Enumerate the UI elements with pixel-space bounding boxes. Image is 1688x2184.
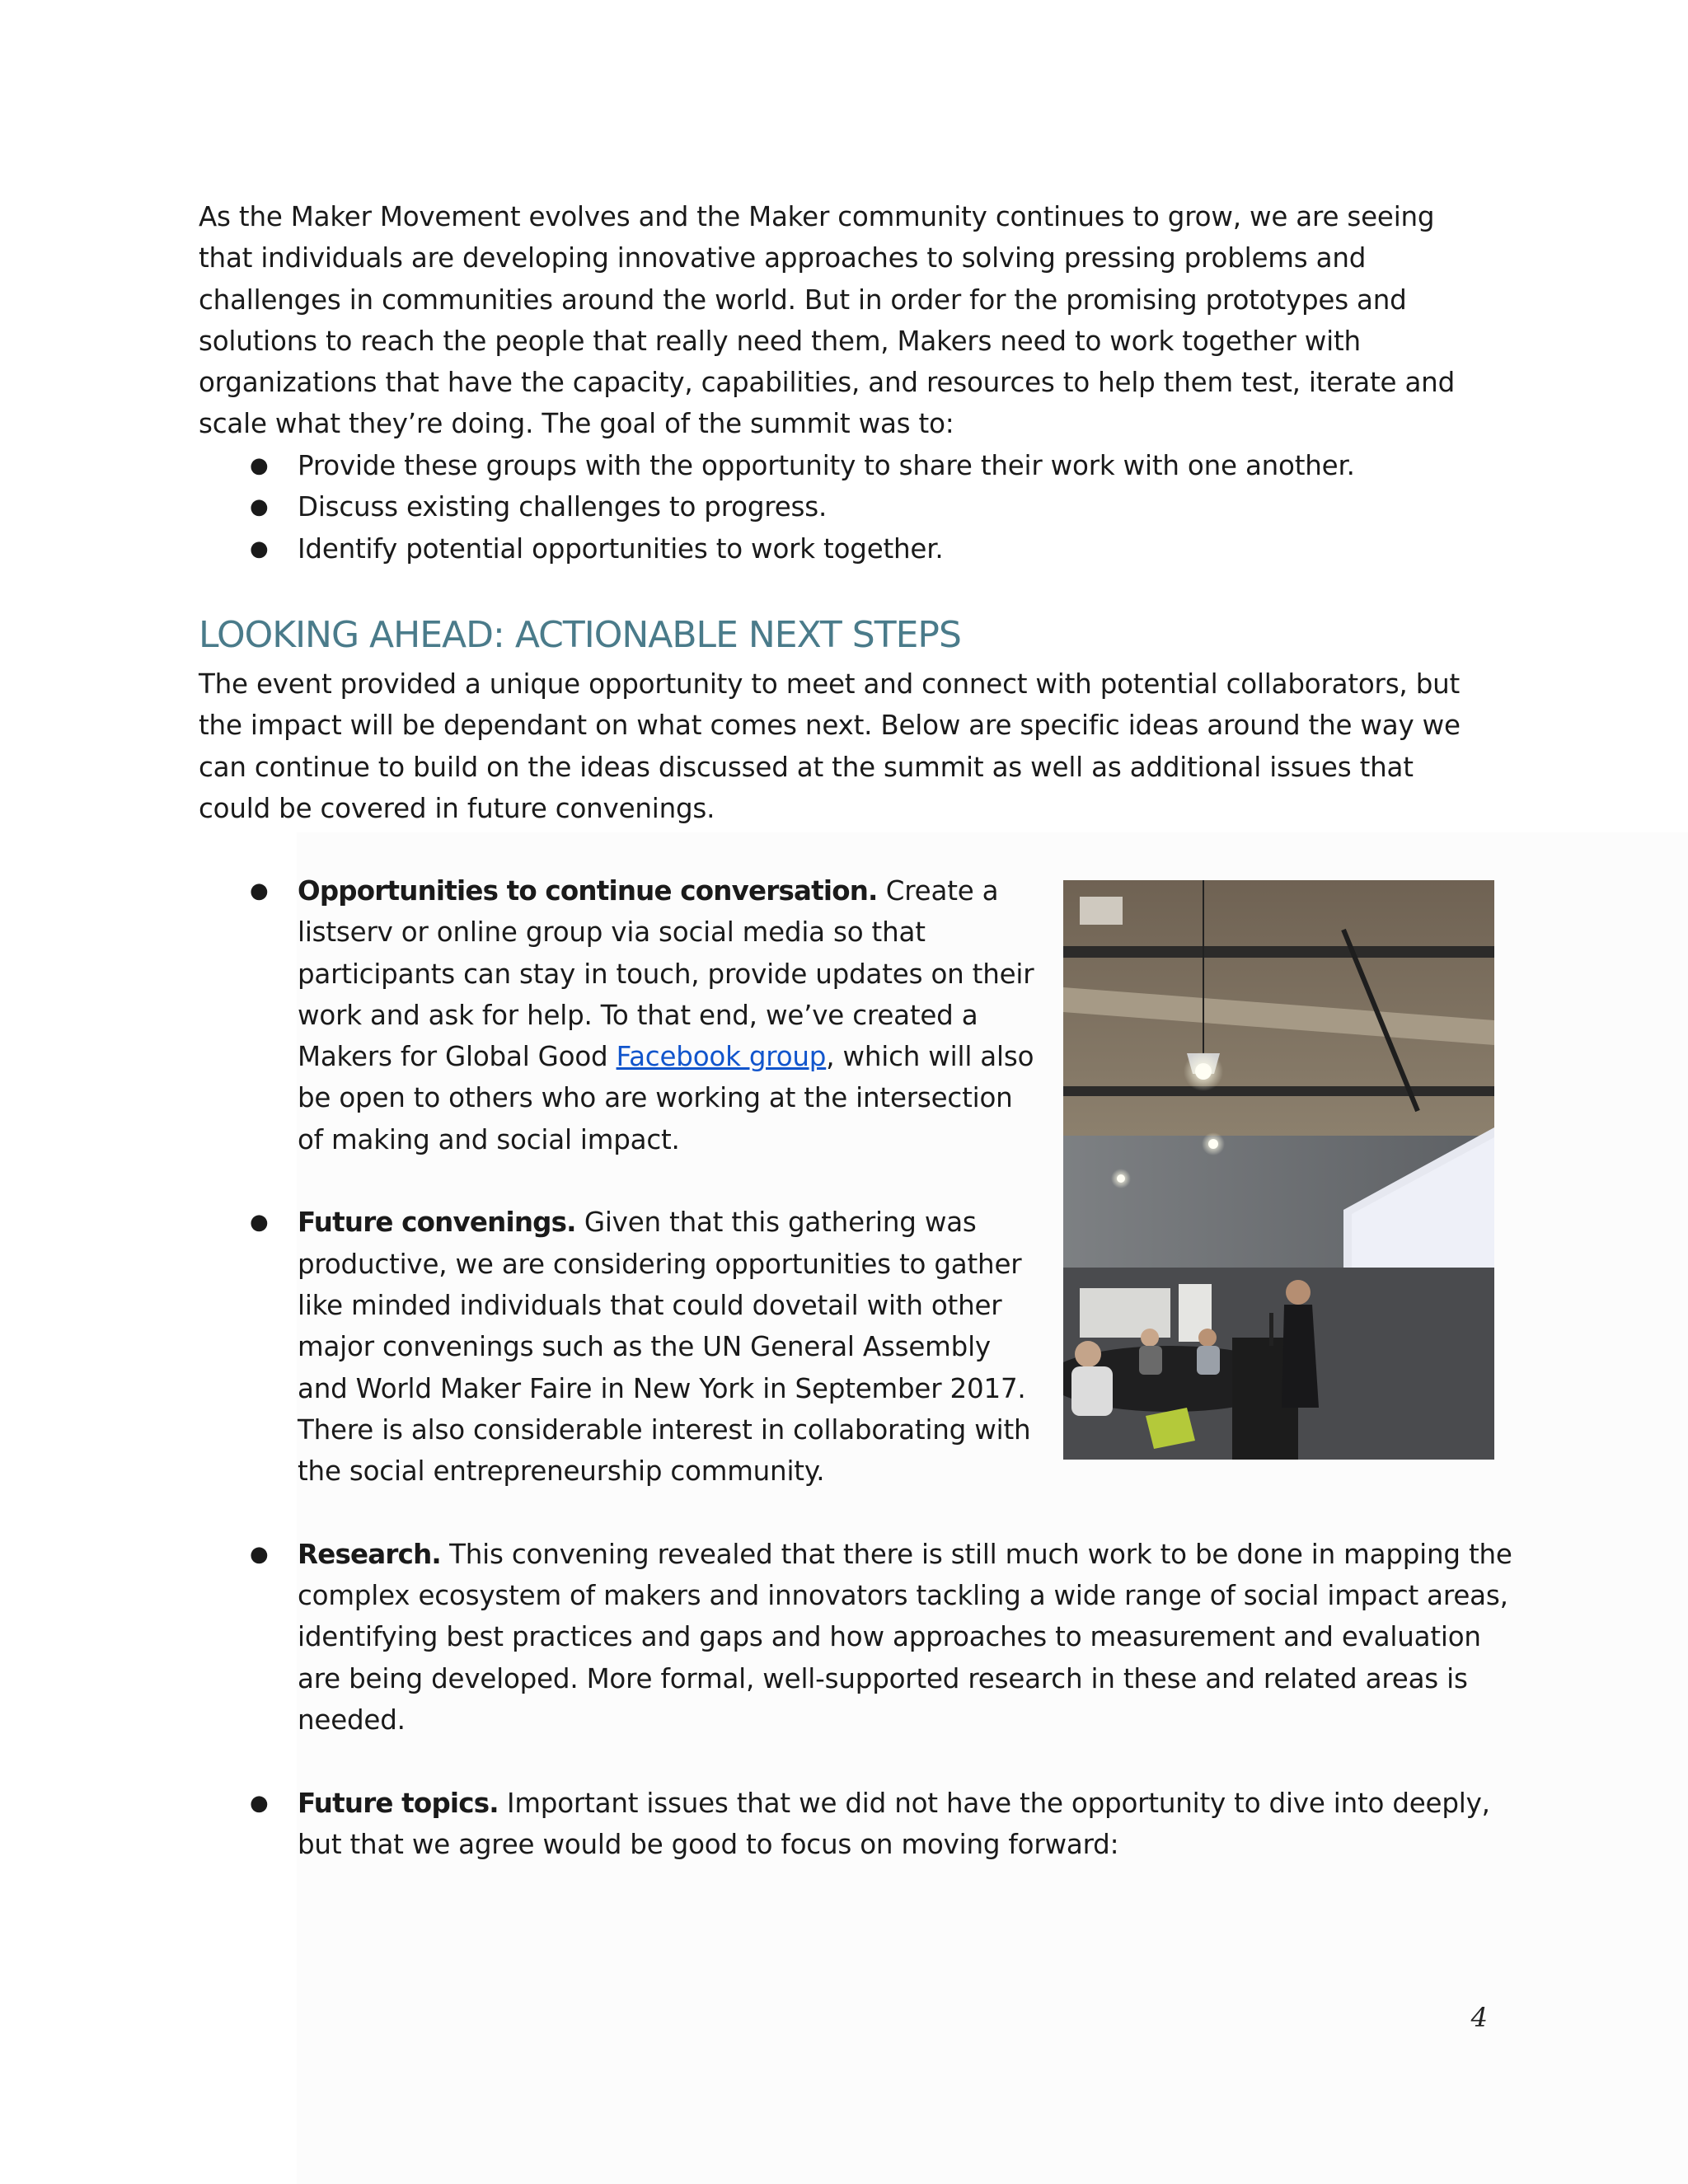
goal-text: Provide these groups with the opportunity to share their work with one another. (298, 450, 1355, 481)
page-number: 4 (1470, 2002, 1488, 2033)
goals-list (199, 445, 1493, 569)
next-steps-list (199, 870, 1517, 1906)
goal-item (199, 445, 1493, 486)
step-text: , which will also be open to others who are working at the intersection of making and social impact. (298, 1041, 1034, 1155)
step-title: Research. (298, 1538, 441, 1570)
step-text: Create a listserv or online group via social media so that participants can stay in touch, provide updates on their work and ask for help. To that end, we’ve created a Makers for Global Good (298, 875, 1034, 1073)
bullet-icon: ● (250, 1210, 269, 1235)
bullet-icon: ● (250, 453, 269, 478)
bullet-icon: ● (250, 1541, 269, 1567)
goal-item (199, 486, 1493, 527)
bullet-icon: ● (250, 536, 269, 561)
goal-text: Identify potential opportunities to work together. (298, 532, 944, 565)
step-text: This convening revealed that there is still much work to be done in mapping the complex ecosystem of makers and innovators tackling a wide range of social impact areas, identifying best practices and gaps and how approaches to measurement and evaluation are being developed. More formal, well-supported research in these and related areas is needed. (298, 1538, 1512, 1736)
goal-text: Discuss existing challenges to progress. (298, 491, 828, 523)
bullet-icon: ● (250, 879, 269, 903)
intro-paragraph: As the Maker Movement evolves and the Maker community continues to grow, we are seeing that individuals are developing innovative approaches to solving pressing problems and challenges in communities around the world. But in order for the promising prototypes and solutions to reach the people that really need them, Makers need to work together with organizations that have the capacity, capabilities, and resources to help them test, iterate and scale what they’re doing. The goal of the summit was to: (199, 201, 1455, 440)
section-heading: LOOKING AHEAD: ACTIONABLE NEXT STEPS (199, 614, 961, 656)
facebook-group-link[interactable]: Facebook group (616, 1041, 827, 1073)
step-text: Important issues that we did not have the opportunity to dive into deeply, but that we agree would be good to focus on moving forward: (298, 1787, 1490, 1860)
step-item-topics (199, 1783, 1517, 1866)
event-paragraph: The event provided a unique opportunity to meet and connect with potential collaborators, but the impact will be dependant on what comes next. Below are specific ideas around the way we can continue to build on the ideas discussed at the summit as well as additional issues that could be covered in future convenings. (199, 668, 1461, 824)
bullet-icon: ● (250, 1790, 269, 1816)
step-item-convenings (199, 1202, 1517, 1492)
step-item-conversation (199, 870, 1517, 1160)
step-title: Future convenings. (298, 1207, 576, 1239)
bullet-icon: ● (250, 494, 269, 520)
step-item-research (199, 1534, 1517, 1741)
goal-item (199, 528, 1493, 569)
step-text: Given that this gathering was productive, we are considering opportunities to gather like minded individuals that could dovetail with other major convenings such as the UN General Assembly and World Maker Faire in New York in September 2017. There is also considerable interest in collaborating with the social entrepreneurship community. (298, 1207, 1031, 1488)
step-title: Opportunities to continue conversation. (298, 875, 878, 907)
step-title: Future topics. (298, 1787, 499, 1819)
